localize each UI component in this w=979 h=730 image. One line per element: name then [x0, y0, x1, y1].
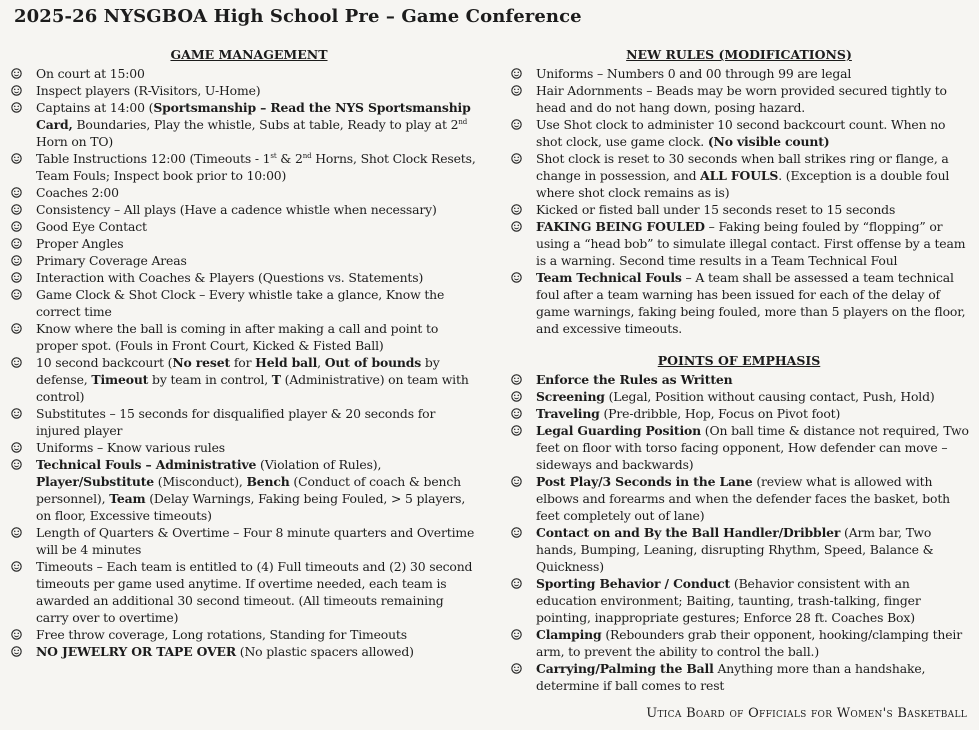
smiley-face-icon: [11, 85, 22, 96]
item-text: Substitutes – 15 seconds for disqualified player & 20 seconds for injured player: [36, 406, 436, 438]
smiley-face-icon: [511, 85, 522, 96]
smiley-face-icon: [11, 629, 22, 640]
item-text: (Delay Warnings, Faking being Fouled, > 5 players, on floor, Excessive timeouts): [36, 491, 466, 523]
smiley-face-icon: [511, 374, 522, 385]
item-text: Sporting Behavior / Conduct: [536, 576, 731, 591]
list-item: [508, 405, 970, 422]
smiley-face-icon: [11, 442, 22, 453]
item-text: Anything more than a handshake, determine if ball comes to rest: [536, 661, 926, 693]
smiley-face-icon: [511, 578, 522, 589]
item-text: (Pre-dribble, Hop, Focus on Pivot foot): [599, 406, 841, 421]
item-text: No reset: [172, 355, 231, 370]
item-text: Shot clock is reset to 30 seconds when ball strikes ring or flange, a change in possession, and: [536, 151, 949, 183]
list-item: [8, 354, 478, 405]
item-text: 10 second backcourt (: [36, 355, 173, 370]
item-text: (Legal, Position without causing contact, Push, Hold): [604, 389, 935, 404]
item-text: Use Shot clock to administer 10 second backcourt count. When no shot clock, use game clock.: [536, 117, 946, 149]
item-text: . (Exception is a double foul where shot clock remains as is): [536, 168, 950, 200]
item-text: Primary Coverage Areas: [36, 253, 187, 268]
item-text: for: [230, 355, 256, 370]
item-text: Clamping: [536, 627, 602, 642]
list-item: [8, 235, 478, 252]
list-item: [8, 218, 478, 235]
new-rules-list: [508, 65, 970, 337]
smiley-face-icon: [11, 221, 22, 232]
item-text: Know where the ball is coming in after making a call and point to proper spot. (Fouls in Front Court, Kicked & Fisted Ball): [36, 321, 439, 353]
list-item: [8, 456, 478, 524]
item-text: by team in control,: [148, 372, 272, 387]
item-text: (Conduct of coach & bench personnel),: [36, 474, 461, 506]
list-item: [508, 150, 970, 201]
list-item: [508, 388, 970, 405]
item-text: (review what is allowed with elbows and forearms and when the defender faces the basket, both feet completely out of lane): [536, 474, 950, 523]
smiley-face-icon: [511, 391, 522, 402]
list-item: [508, 524, 970, 575]
list-item: [508, 575, 970, 626]
smiley-face-icon: [511, 476, 522, 487]
list-item: [8, 82, 478, 99]
list-item: [8, 150, 478, 184]
smiley-face-icon: [11, 153, 22, 164]
right-column: [508, 46, 970, 694]
item-text: (Violation of Rules),: [256, 457, 382, 472]
item-text: Bench: [246, 474, 290, 489]
list-item: [508, 473, 970, 524]
list-item: [8, 269, 478, 286]
smiley-face-icon: [11, 459, 22, 470]
list-item: [8, 286, 478, 320]
item-text: (No visible count): [707, 134, 830, 149]
list-item: [8, 99, 478, 150]
item-text: nd: [302, 151, 312, 160]
item-text: Kicked or fisted ball under 15 seconds reset to 15 seconds: [536, 202, 896, 217]
list-item: [508, 116, 970, 150]
item-text: Legal Guarding Position: [536, 423, 701, 438]
smiley-face-icon: [511, 527, 522, 538]
item-text: nd: [458, 117, 468, 126]
points-of-emphasis-list: [508, 371, 970, 694]
smiley-face-icon: [11, 527, 22, 538]
item-text: Free throw coverage, Long rotations, Standing for Timeouts: [36, 627, 407, 642]
item-text: Good Eye Contact: [36, 219, 147, 234]
item-text: (Administrative) on team with control): [36, 372, 469, 404]
smiley-face-icon: [11, 255, 22, 266]
smiley-face-icon: [11, 238, 22, 249]
list-item: [8, 65, 478, 82]
item-text: Screening: [536, 389, 605, 404]
item-text: Table Instructions 12:00 (Timeouts - 1: [36, 151, 271, 166]
list-item: [508, 660, 970, 694]
left-column: [8, 46, 478, 660]
item-text: Coaches 2:00: [36, 185, 119, 200]
item-text: & 2: [276, 151, 303, 166]
smiley-face-icon: [511, 204, 522, 215]
item-text: Consistency – All plays (Have a cadence whistle when necessary): [36, 202, 437, 217]
smiley-face-icon: [11, 408, 22, 419]
list-item: [8, 405, 478, 439]
smiley-face-icon: [511, 68, 522, 79]
list-item: [508, 269, 970, 337]
item-text: Team Technical Fouls: [536, 270, 682, 285]
item-text: Sportsmanship – Read the NYS Sportsmanship Card,: [36, 100, 471, 132]
item-text: Captains at 14:00 (: [36, 100, 154, 115]
item-text: (On ball time & distance not required, Two feet on floor with torso facing opponent, How defender can move – sideways and backwards): [536, 423, 969, 472]
list-item: [8, 201, 478, 218]
list-item: [8, 558, 478, 626]
item-text: (Rebounders grab their opponent, hooking/clamping their arm, to prevent the ability to control the ball.): [536, 627, 963, 659]
item-text: Horns, Shot Clock Resets, Team Fouls; Inspect book prior to 10:00): [36, 151, 476, 183]
item-text: Inspect players (R-Visitors, U-Home): [36, 83, 261, 98]
item-text: Interaction with Coaches & Players (Questions vs. Statements): [36, 270, 424, 285]
list-item: [8, 184, 478, 201]
smiley-face-icon: [511, 272, 522, 283]
list-item: [508, 65, 970, 82]
smiley-face-icon: [11, 357, 22, 368]
item-text: (Arm bar, Two hands, Bumping, Leaning, disrupting Rhythm, Speed, Balance & Quickness): [536, 525, 934, 574]
item-text: ,: [317, 355, 325, 370]
list-item: [508, 82, 970, 116]
item-text: T: [271, 372, 281, 387]
item-text: Uniforms – Know various rules: [36, 440, 225, 455]
item-text: Traveling: [536, 406, 600, 421]
item-text: Player/Substitute: [36, 474, 155, 489]
list-item: [8, 320, 478, 354]
item-text: Hair Adornments – Beads may be worn provided secured tightly to head and do not hang down, posing hazard.: [536, 83, 947, 115]
item-text: Out of bounds: [324, 355, 422, 370]
smiley-face-icon: [11, 323, 22, 334]
item-text: FAKING BEING FOULED: [536, 219, 705, 234]
item-text: Horn on TO): [36, 134, 114, 149]
list-item: [508, 371, 970, 388]
item-text: Boundaries, Play the whistle, Subs at table, Ready to play at 2: [72, 117, 459, 132]
smiley-face-icon: [11, 102, 22, 113]
list-item: [8, 643, 478, 660]
smiley-face-icon: [511, 408, 522, 419]
smiley-face-icon: [11, 272, 22, 283]
list-item: [508, 218, 970, 269]
smiley-face-icon: [11, 561, 22, 572]
item-text: Carrying/Palming the Ball: [536, 661, 714, 676]
page-title: 2025-26 NYSGBOA High School Pre – Game Conference: [14, 6, 582, 27]
smiley-face-icon: [511, 629, 522, 640]
points-of-emphasis-heading: POINTS OF EMPHASIS: [657, 353, 821, 368]
item-text: st: [270, 151, 277, 160]
item-text: Team: [109, 491, 146, 506]
list-item: [8, 626, 478, 643]
item-text: On court at 15:00: [36, 66, 145, 81]
item-text: Proper Angles: [36, 236, 124, 251]
item-text: (Misconduct),: [154, 474, 247, 489]
smiley-face-icon: [511, 221, 522, 232]
smiley-face-icon: [11, 646, 22, 657]
game-management-heading: GAME MANAGEMENT: [170, 47, 328, 62]
item-text: NO JEWELRY OR TAPE OVER: [36, 644, 237, 659]
item-text: – Faking being fouled by “flopping” or using a “head bob” to simulate illegal contact. First offense by a team is a warning. Second time results in a Team Technical Foul: [536, 219, 966, 268]
item-text: Uniforms – Numbers 0 and 00 through 99 are legal: [536, 66, 852, 81]
list-item: [8, 252, 478, 269]
item-text: by defense,: [36, 355, 440, 387]
smiley-face-icon: [511, 153, 522, 164]
item-text: Timeouts – Each team is entitled to (4) Full timeouts and (2) 30 second timeouts per game used anytime. If overtime needed, each team is awarded an additional 30 second timeout. (All timeouts remaining carry over to overtime): [36, 559, 473, 625]
item-text: Timeout: [91, 372, 149, 387]
item-text: Length of Quarters & Overtime – Four 8 minute quarters and Overtime will be 4 minutes: [36, 525, 475, 557]
smiley-face-icon: [11, 289, 22, 300]
smiley-face-icon: [11, 187, 22, 198]
item-text: Game Clock & Shot Clock – Every whistle take a glance, Know the correct time: [36, 287, 445, 319]
smiley-face-icon: [511, 663, 522, 674]
footer-organization: Utica Board of Officials for Women's Basketball: [646, 706, 967, 721]
smiley-face-icon: [511, 119, 522, 130]
item-text: Enforce the Rules as Written: [536, 372, 733, 387]
list-item: [8, 524, 478, 558]
item-text: Post Play/3 Seconds in the Lane: [536, 474, 753, 489]
item-text: (Behavior consistent with an education environment; Baiting, taunting, trash-talking, finger pointing, inappropriate gestures; Enforce 28 ft. Coaches Box): [536, 576, 921, 625]
smiley-face-icon: [511, 425, 522, 436]
item-text: Held ball: [255, 355, 318, 370]
item-text: Contact on and By the Ball Handler/Dribbler: [536, 525, 841, 540]
game-management-list: [8, 65, 478, 660]
list-item: [8, 439, 478, 456]
item-text: (No plastic spacers allowed): [236, 644, 414, 659]
item-text: – A team shall be assessed a team technical foul after a team warning has been issued for each of the delay of game warnings, faking being fouled, more than 5 players on the floor, and excessive timeouts.: [536, 270, 966, 336]
list-item: [508, 626, 970, 660]
item-text: Technical Fouls – Administrative: [36, 457, 257, 472]
new-rules-heading: NEW RULES (MODIFICATIONS): [626, 47, 852, 62]
smiley-face-icon: [11, 68, 22, 79]
list-item: [508, 201, 970, 218]
item-text: ALL FOULS: [700, 168, 779, 183]
smiley-face-icon: [11, 204, 22, 215]
list-item: [508, 422, 970, 473]
